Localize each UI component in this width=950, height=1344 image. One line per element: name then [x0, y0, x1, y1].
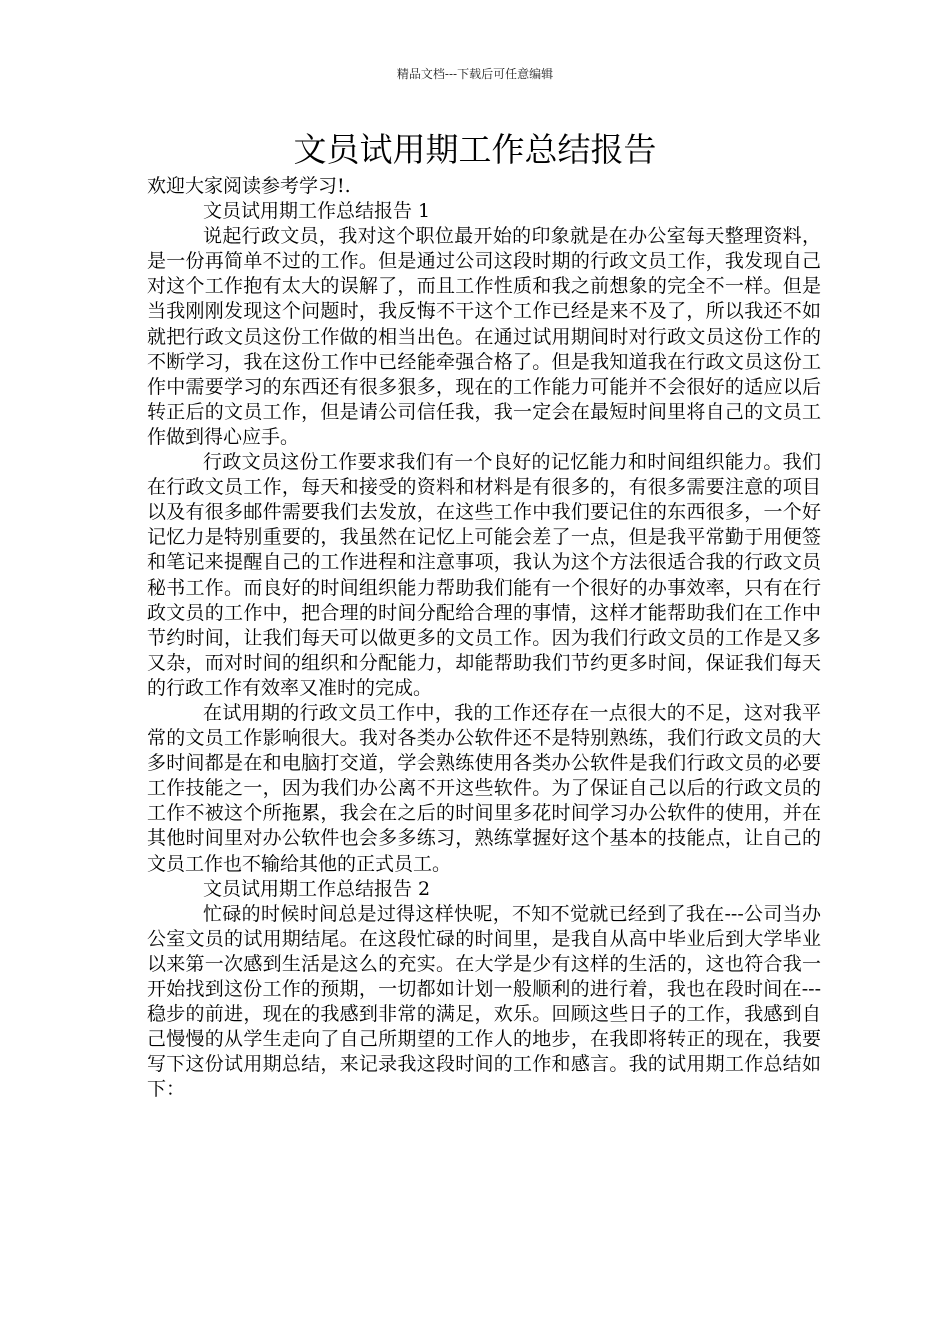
body-paragraph: 忙碌的时候时间总是过得这样快呢，不知不觉就已经到了我在---公司当办公室文员的试用期结尾。在这段忙碌的时间里，是我自从高中毕业后到大学毕业以来第一次感到生活是这么的充实。在大学是少有这样的生活的，这也符合我一开始找到这份工作的预期，一切都如计划一般顺利的进行着，我也在段时间在---稳步的前进，现在的我感到非常的满足，欢乐。回顾这些日子的工作，我感到自己慢慢的从学生走向了自己所期望的工作人的地步，在我即将转正的现在，我要写下这份试用期总结，来记录我这段时间的工作和感言。我的试用期工作总结如下： — [147, 902, 821, 1101]
intro-line: 欢迎大家阅读参考学习!. — [147, 175, 351, 197]
body-paragraph: 说起行政文员，我对这个职位最开始的印象就是在办公室每天整理资料，是一份再简单不过的工作。但是通过公司这段时期的行政文员工作，我发现自己对这个工作抱有太大的误解了，而且工作性质和我之前想象的完全不一样。但是当我刚刚发现这个问题时，我反悔不干这个工作已经是来不及了，所以我还不如就把行政文员这份工作做的相当出色。在通过试用期间时对行政文员这份工作的不断学习，我在这份工作中已经能牵强合格了。但是我知道我在行政文员这份工作中需要学习的东西还有很多狠多，现在的工作能力可能并不会很好的适应以后转正后的文员工作，但是请公司信任我，我一定会在最短时间里将自己的文员工作做到得心应手。 — [147, 225, 821, 448]
header-note: 精品文档---下载后可任意编辑 — [396, 67, 554, 81]
section-heading: 文员试用期工作总结报告 1 — [203, 200, 431, 223]
section-heading: 文员试用期工作总结报告 2 — [203, 877, 431, 900]
body-paragraph: 在试用期的行政文员工作中，我的工作还存在一点很大的不足，这对我平常的文员工作影响很大。我对各类办公软件还不是特别熟练，我们行政文员的大多时间都是在和电脑打交道，学会熟练使用各类办公软件是我们行政文员的必要工作技能之一，因为我们办公离不开这些软件。为了保证自己以后的行政文员的工作不被这个所拖累，我会在之后的时间里多花时间学习办公软件的使用，并在其他时间里对办公软件也会多多练习，熟练掌握好这个基本的技能点，让自己的文员工作也不输给其他的正式员工。 — [147, 701, 821, 875]
document-body — [147, 174, 821, 1102]
document-title: 文员试用期工作总结报告 — [293, 130, 657, 169]
body-paragraph: 行政文员这份工作要求我们有一个良好的记忆能力和时间组织能力。我们在行政文员工作，每天和接受的资料和材料是有很多的，有很多需要注意的项目以及有很多邮件需要我们去发放，在这些工作中我们要记住的东西很多，一个好记忆力是特别重要的，我虽然在记忆上可能会差了一点，但是我平常勤于用便签和笔记来提醒自己的工作进程和注意事项，我认为这个方法很适合我的行政文员秘书工作。而良好的时间组织能力帮助我们能有一个很好的办事效率，只有在行政文员的工作中，把合理的时间分配给合理的事情，这样才能帮助我们在工作中节约时间，让我们每天可以做更多的文员工作。因为我们行政文员的工作是又多又杂，而对时间的组织和分配能力，却能帮助我们节约更多时间，保证我们每天的行政工作有效率又准时的完成。 — [147, 451, 821, 699]
